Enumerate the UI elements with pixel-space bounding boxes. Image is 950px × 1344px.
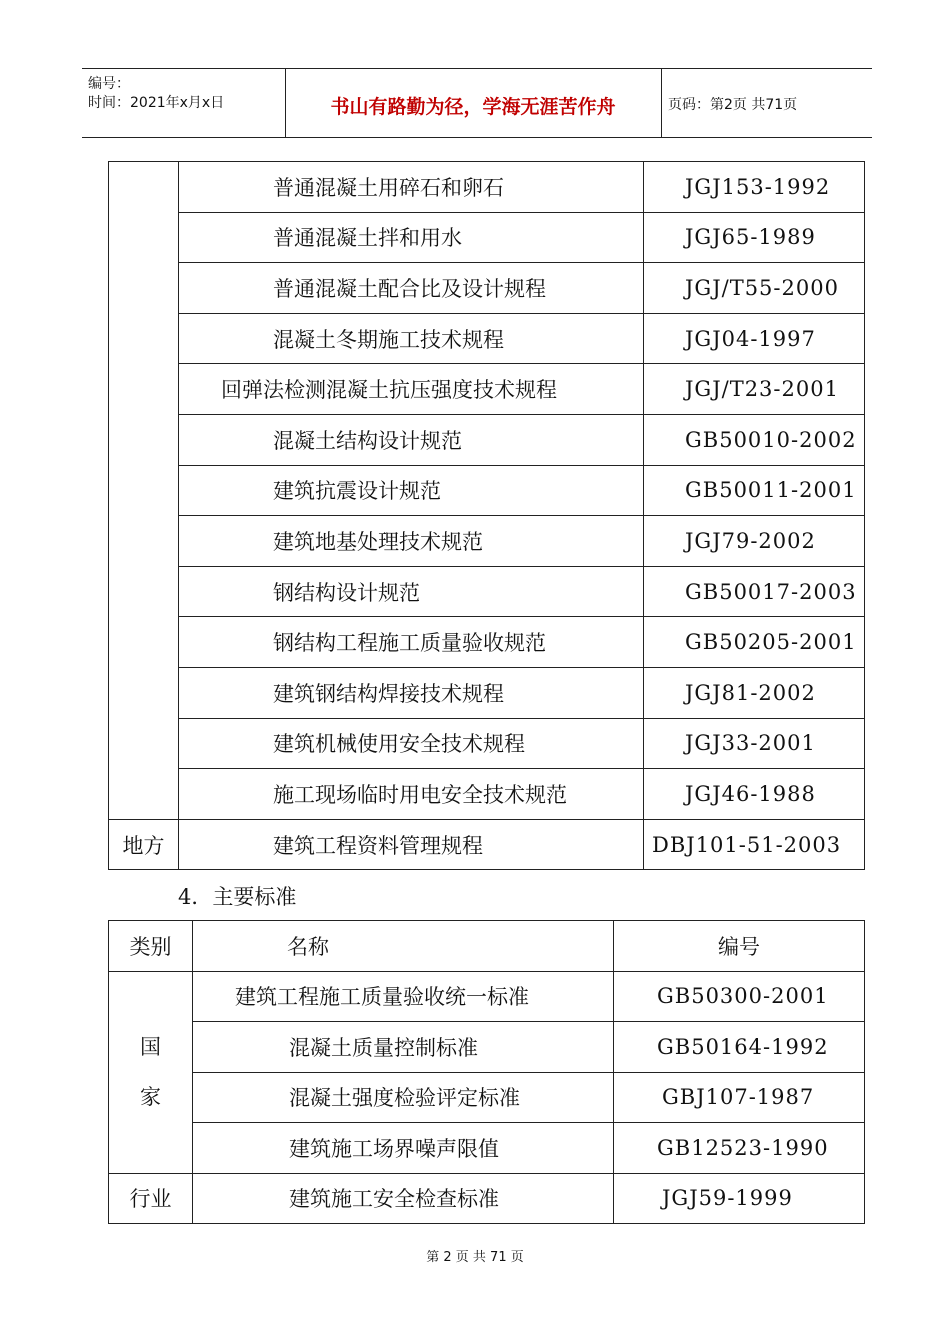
standard-code: GB50300-2001 (614, 971, 865, 1022)
standard-code: GBJ107-1987 (614, 1072, 865, 1123)
header-page-cell (662, 69, 872, 137)
table-row (109, 313, 865, 364)
standard-code: JGJ04-1997 (644, 313, 865, 364)
standard-code: GB50017-2003 (644, 566, 865, 617)
standard-code: JGJ81-2002 (644, 667, 865, 718)
page-header (82, 68, 872, 138)
table-row (109, 162, 865, 213)
table-row (109, 364, 865, 415)
table-row (109, 212, 865, 263)
section-title: 4．主要标准 (178, 885, 297, 909)
table-row (109, 718, 865, 769)
table-row (109, 1072, 865, 1123)
table-row (109, 263, 865, 314)
standard-name: 建筑工程资料管理规程 (179, 819, 644, 870)
header-motto-cell (285, 69, 662, 137)
category-char: 国 (140, 1035, 161, 1059)
standard-code: GB50010-2002 (644, 414, 865, 465)
header-meta-cell (82, 69, 286, 137)
standard-name: 建筑施工安全检查标准 (193, 1173, 614, 1224)
standard-name: 回弹法检测混凝土抗压强度技术规程 (179, 364, 644, 415)
standard-name: 建筑工程施工质量验收统一标准 (193, 971, 614, 1022)
header-code: 编号 (614, 921, 865, 972)
category-char: 家 (140, 1085, 161, 1109)
table-header-row (109, 921, 865, 972)
table-row (109, 414, 865, 465)
category-cell-empty (109, 162, 179, 820)
header-name: 名称 (193, 921, 614, 972)
standard-name: 混凝土质量控制标准 (193, 1022, 614, 1073)
standard-name: 建筑钢结构焊接技术规程 (179, 667, 644, 718)
standard-name: 建筑地基处理技术规范 (179, 516, 644, 567)
standard-name: 普通混凝土用碎石和卵石 (179, 162, 644, 213)
header-motto: 书山有路勤为径，学海无涯苦作舟 (330, 96, 616, 118)
standard-code: GB50011-2001 (644, 465, 865, 516)
standard-name: 钢结构工程施工质量验收规范 (179, 617, 644, 668)
category-cell-industry: 行业 (109, 1173, 193, 1224)
table-row (109, 819, 865, 870)
standard-code: JGJ153-1992 (644, 162, 865, 213)
table-row (109, 516, 865, 567)
table-row (109, 667, 865, 718)
standard-code: GB50205-2001 (644, 617, 865, 668)
standard-name: 施工现场临时用电安全技术规范 (179, 769, 644, 820)
standard-name: 建筑抗震设计规范 (179, 465, 644, 516)
main-standards-table (108, 920, 865, 1224)
standard-name: 混凝土强度检验评定标准 (193, 1072, 614, 1123)
standard-code: JGJ/T55-2000 (644, 263, 865, 314)
standard-code: JGJ46-1988 (644, 769, 865, 820)
standard-name: 混凝土冬期施工技术规程 (179, 313, 644, 364)
document-number-label: 编号： (88, 76, 130, 92)
standard-code: JGJ65-1989 (644, 212, 865, 263)
standard-code: DBJ101-51-2003 (644, 819, 865, 870)
table-row (109, 465, 865, 516)
document-time-label: 时间：2021年x月x日 (88, 95, 225, 111)
table-row (109, 617, 865, 668)
table-row (109, 1022, 865, 1073)
category-cell-national (109, 971, 193, 1173)
standard-code: JGJ59-1999 (614, 1173, 865, 1224)
standard-code: JGJ79-2002 (644, 516, 865, 567)
header-page-number: 页码：第2页 共71页 (668, 97, 798, 113)
standard-code: JGJ/T23-2001 (644, 364, 865, 415)
table-row (109, 971, 865, 1022)
standard-name: 钢结构设计规范 (179, 566, 644, 617)
standard-name: 混凝土结构设计规范 (179, 414, 644, 465)
table-row (109, 1173, 865, 1224)
table-row (109, 769, 865, 820)
table-row (109, 1123, 865, 1174)
standard-name: 建筑机械使用安全技术规程 (179, 718, 644, 769)
standard-code: JGJ33-2001 (644, 718, 865, 769)
table-row (109, 566, 865, 617)
standard-name: 普通混凝土拌和用水 (179, 212, 644, 263)
standard-code: GB12523-1990 (614, 1123, 865, 1174)
header-category: 类别 (109, 921, 193, 972)
standard-name: 普通混凝土配合比及设计规程 (179, 263, 644, 314)
standard-name: 建筑施工场界噪声限值 (193, 1123, 614, 1174)
category-cell-local: 地方 (109, 819, 179, 870)
page-footer: 第 2 页 共 71 页 (426, 1250, 524, 1265)
standards-table-continued (108, 161, 865, 870)
standard-code: GB50164-1992 (614, 1022, 865, 1073)
